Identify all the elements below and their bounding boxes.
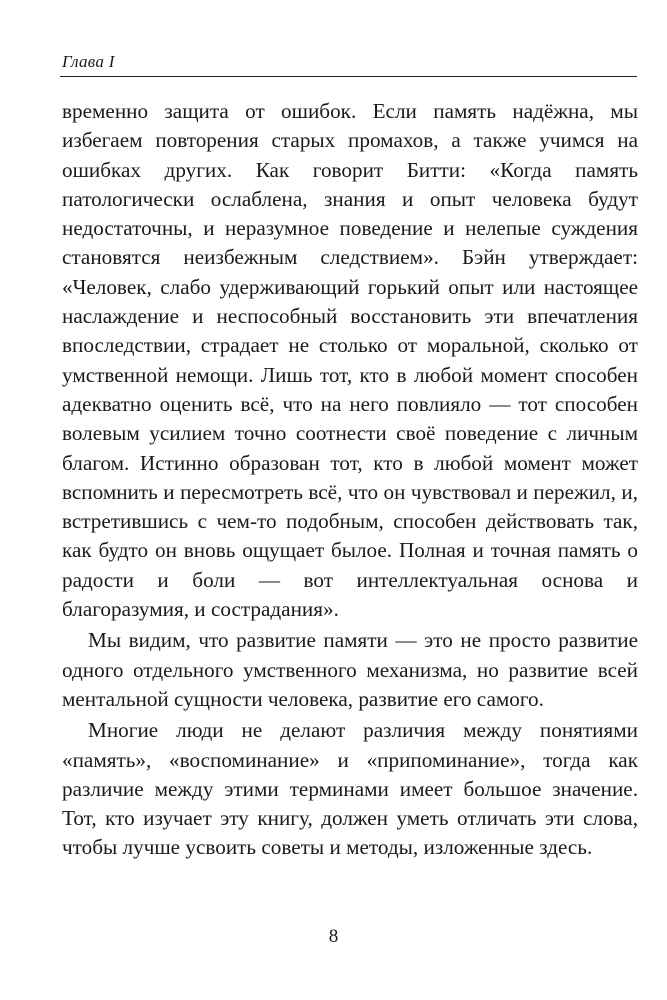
paragraph-continued: временно защита от ошибок. Если память надёжна, мы избегаем повторения старых промахов, а также учимся на ошибках других. Как говорит Битти: «Когда память патологически ослаблена, знания и опыт человека будут недостаточны, и неразумное поведение и нелепые суждения становятся неизбежным следствием». Бэйн утверждает: «Человек, слабо удерживающий горький опыт или настоящее наслаждение и неспособный восстановить эти впечатления впоследствии, страдает не столько от моральной, сколько от умственной немощи. Лишь тот, кто в любой момент способен адекватно оценить всё, что на него повлияло — тот способен волевым усилием точно соотнести своё поведение с личным благом. Истинно образован тот, кто в любой момент может вспомнить и пересмотреть всё, что он чувствовал и пережил, и, встретившись с чем-то подобным, способен действовать так, как будто он вновь ощущает былое. Полная и точная память о радости и боли — вот интеллектуальная основа и благоразумия, и сострадания». (62, 99, 638, 622)
running-head: Глава I (62, 52, 115, 71)
body-text (62, 97, 638, 863)
paragraph: Многие люди не делают различия между понятиями «память», «воспоминание» и «припоминание», тогда как различие между этими терминами имеет большое значение. Тот, кто изучает эту книгу, должен уметь отличать эти слова, чтобы лучше усвоить советы и методы, изложенные здесь. (62, 718, 638, 860)
paragraph: Мы видим, что развитие памяти — это не просто развитие одного отдельного умственного механизма, но развитие всей ментальной сущности человека, развитие его самого. (62, 628, 638, 711)
header-rule (60, 76, 637, 77)
page-number: 8 (328, 926, 339, 947)
